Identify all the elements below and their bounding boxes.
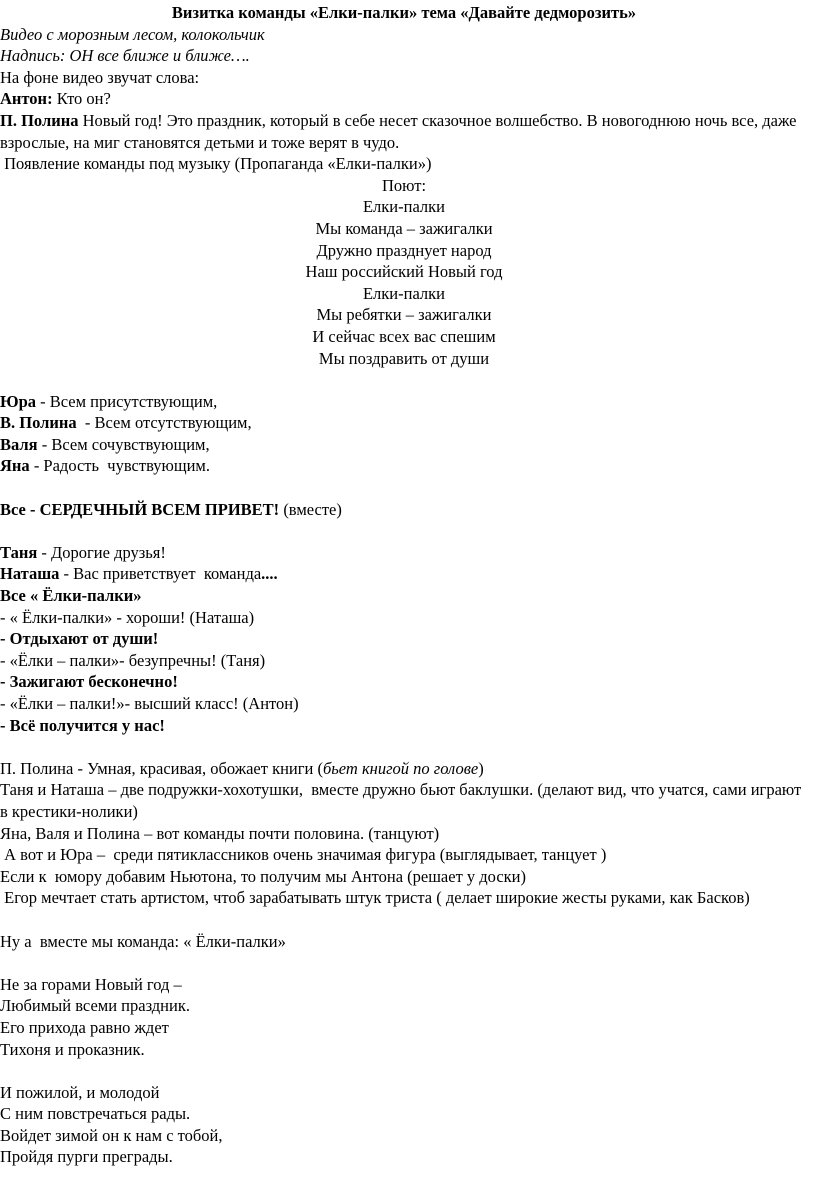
song-line: Мы ребятки – зажигалки bbox=[316, 305, 492, 325]
greetings-block bbox=[0, 391, 808, 477]
spacer bbox=[0, 477, 808, 499]
poem-line: Любимый всеми праздник. bbox=[0, 996, 190, 1016]
speaker-natasha: Наташа bbox=[0, 564, 60, 584]
speaker-name: Валя bbox=[0, 434, 38, 454]
members-block bbox=[0, 758, 808, 909]
line-anton bbox=[0, 88, 808, 110]
stage-direction-caption: Надпись: ОН все ближе и ближе…. bbox=[0, 46, 250, 66]
song-line: Мы команда – зажигалки bbox=[315, 218, 493, 238]
line-anton-text: Кто он? bbox=[52, 89, 111, 109]
greeting-text: - Радость чувствующим. bbox=[29, 456, 210, 476]
song-line: Мы поздравить от души bbox=[318, 348, 490, 368]
spacer bbox=[0, 952, 808, 974]
line-natasha-dots: .... bbox=[261, 564, 278, 584]
spacer bbox=[0, 736, 808, 758]
spacer bbox=[0, 520, 808, 542]
speaker-anton: Антон: bbox=[0, 89, 53, 109]
speaker-tanya: Таня bbox=[0, 542, 38, 562]
greeting-line bbox=[0, 455, 808, 477]
song-line: Елки-палки bbox=[362, 197, 446, 217]
song-line: Дружно празднует народ bbox=[316, 240, 492, 260]
poem-line: Его прихода равно ждет bbox=[0, 1017, 169, 1037]
chant-line: - Отдыхают от души! bbox=[0, 629, 159, 649]
chant-line: - Зажигают бесконечно! bbox=[0, 672, 178, 692]
speaker-name: Яна bbox=[0, 456, 30, 476]
member-line-polina bbox=[0, 758, 808, 780]
song-block bbox=[0, 175, 808, 369]
member-line: Если к юмору добавим Ньютона, то получим мы Антона (решает у доски) bbox=[0, 866, 526, 886]
all-hello-line bbox=[0, 499, 808, 521]
all-hello-bold: Все - СЕРДЕЧНЫЙ ВСЕМ ПРИВЕТ! bbox=[0, 499, 280, 519]
all-hello-note: (вместе) bbox=[279, 499, 342, 519]
line-natasha bbox=[0, 563, 808, 585]
line-tanya bbox=[0, 542, 808, 564]
stage-direction-video: Видео с морозным лесом, колокольчик bbox=[0, 24, 265, 44]
song-line: Наш российский Новый год bbox=[305, 262, 503, 282]
chant-line: - « Ёлки-палки» - хороши! (Наташа) bbox=[0, 607, 255, 627]
poem-line: Тихоня и проказник. bbox=[0, 1039, 145, 1059]
greeting-line bbox=[0, 391, 808, 413]
greeting-line bbox=[0, 412, 808, 434]
poem-line: С ним повстречаться рады. bbox=[0, 1104, 191, 1124]
line-polina-text: Новый год! Это праздник, который в себе несет сказочное волшебство. В новогоднюю ночь все, даже взрослые, на миг становятся детьми и тоже верят в чудо. bbox=[0, 110, 797, 152]
line-tanya-text: - Дорогие друзья! bbox=[37, 542, 166, 562]
line-natasha-text: - Вас приветствует команда bbox=[59, 564, 262, 584]
document-title: Визитка команды «Елки-палки» тема «Давайте дедморозить» bbox=[171, 3, 637, 22]
poem-stanza-2 bbox=[0, 1082, 808, 1168]
member-line: Яна, Валя и Полина – вот команды почти половина. (танцуют) bbox=[0, 823, 440, 843]
chant-line: - «Ёлки – палки!»- высший класс! (Антон) bbox=[0, 694, 299, 713]
greeting-text: - Всем присутствующим, bbox=[36, 391, 218, 411]
line-all-team: Все « Ёлки-палки» bbox=[0, 586, 142, 606]
member-polina-action: бьет книгой по голове bbox=[322, 758, 479, 778]
member-polina-text: П. Полина - Умная, красивая, обожает книги ( bbox=[0, 758, 323, 778]
poem-line: И пожилой, и молодой bbox=[0, 1082, 160, 1102]
speaker-name: В. Полина bbox=[0, 413, 77, 433]
together-line: Ну а вместе мы команда: « Ёлки-палки» bbox=[0, 931, 286, 951]
member-line: Таня и Наташа – две подружки-хохотушки, вместе дружно бьют баклушки. (делают вид, что учатся, сами играют в крестики-нолики) bbox=[0, 780, 806, 821]
greeting-text: - Всем сочувствующим, bbox=[37, 434, 210, 454]
spacer bbox=[0, 1060, 808, 1082]
song-line: Елки-палки bbox=[362, 283, 446, 303]
song-line: Поют: bbox=[381, 175, 427, 195]
stage-direction-words: На фоне видео звучат слова: bbox=[0, 67, 200, 87]
spacer bbox=[0, 909, 808, 931]
song-line: И сейчас всех вас спешим bbox=[312, 326, 496, 346]
stage-direction-appearance: Появление команды под музыку (Пропаганда «Елки-палки») bbox=[0, 154, 432, 174]
member-line: Егор мечтает стать артистом, чтоб зарабатывать штук триста ( делает широкие жесты руками, как Басков) bbox=[0, 888, 750, 908]
greeting-line bbox=[0, 434, 808, 456]
chant-line: - Всё получится у нас! bbox=[0, 715, 165, 735]
chant-block bbox=[0, 542, 808, 736]
speaker-polina: П. Полина bbox=[0, 110, 79, 130]
poem-line: Пройдя пурги преграды. bbox=[0, 1147, 173, 1167]
line-polina bbox=[0, 110, 808, 153]
poem-stanza-1 bbox=[0, 974, 808, 1060]
chant-line: - «Ёлки – палки»- безупречны! (Таня) bbox=[0, 650, 266, 670]
spacer bbox=[0, 369, 808, 391]
poem-line: Не за горами Новый год – bbox=[0, 974, 182, 994]
speaker-name: Юра bbox=[0, 391, 37, 411]
poem-line: Войдет зимой он к нам с тобой, bbox=[0, 1125, 223, 1145]
member-line: А вот и Юра – среди пятиклассников очень значимая фигура (выглядывает, танцует ) bbox=[0, 845, 607, 865]
greeting-text: - Всем отсутствующим, bbox=[76, 413, 252, 433]
member-polina-close: ) bbox=[478, 758, 484, 778]
